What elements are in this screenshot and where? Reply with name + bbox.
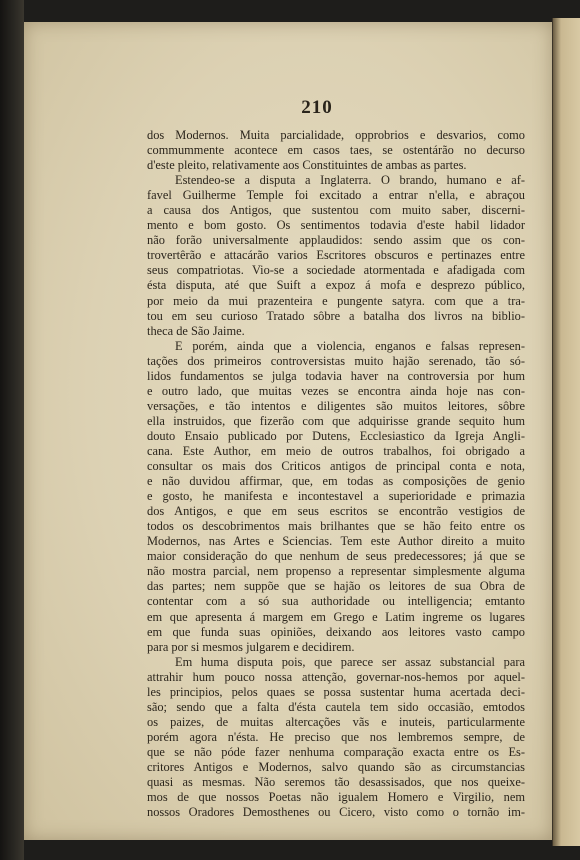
text-line: seus compatriotas. Vio-se a sociedade atormentada e afadigada com — [147, 263, 525, 278]
text-line: d'este pleito, relativamente aos Constituintes de ambas as partes. — [147, 158, 467, 173]
text-line: dos Antigos, e que em seus escritos se encontrão vestigios de — [147, 504, 525, 519]
text-line: les principios, pelos quaes se possa sustentar huma acertada deci- — [147, 684, 525, 699]
text-line: os paizes, de muitas altercações vãs e inuteis, particularmente — [147, 714, 525, 729]
text-line: para por si mesmos julgarem e decidirem. — [147, 639, 355, 654]
text-line: Em huma disputa pois, que parece ser assaz substancial para — [175, 654, 525, 669]
text-line: e outro lado, que muitas vezes se encontra ainda hoje nas con- — [147, 383, 525, 398]
body-text — [147, 128, 525, 820]
text-line: e não duvidou affirmar, que, em todas as composições de genio — [147, 474, 525, 489]
text-line: por meio da mui prazenteira e pungente satyra. com que a tra- — [147, 293, 525, 308]
text-line: mos de que nossos Poetas não igualem Homero e Virgilio, nem — [147, 790, 525, 805]
text-line: trovertêrão e attacárão varios Escritores obscuros e pertinazes entre — [147, 248, 525, 263]
text-line: cana. Este Author, em meio de outros trabalhos, foi obrigado a — [147, 443, 525, 458]
text-line: commummente acontece em casos taes, se ostentárão no decurso — [147, 143, 525, 158]
text-line: consultar os mais dos Criticos antigos de principal conta e nota, — [147, 459, 525, 474]
text-line: Modernos, nas Artes e Sciencias. Tem este Author direito a muito — [147, 534, 525, 549]
text-line: contentar com a só sua authoridade ou intelligencia; emtanto — [147, 594, 525, 609]
text-line: em que apresenta á margem em Grego e Latim ingreme os lugares — [147, 609, 525, 624]
text-line: quasi as mesmas. Não seremos tão desassisados, que nos queixe- — [147, 775, 525, 790]
text-line: todos os descobrimentos mais brilhantes que se hão feito entre os — [147, 519, 525, 534]
text-line: mento e bom gosto. Os sentimentos todavia d'este habil lidador — [147, 218, 525, 233]
text-line: tações dos primeiros controversistas muito hajão serenado, tão só- — [147, 353, 525, 368]
text-line: theca de São Jaime. — [147, 323, 245, 338]
text-line: maior consideração do que nenhum de seus predecessores; já que se — [147, 549, 525, 564]
text-line: porém agora n'ésta. He preciso que nos lembremos sempre, de — [147, 729, 525, 744]
text-line: favel Guilherme Temple foi excitado a entrar n'ella, e abraçou — [147, 188, 525, 203]
text-line: E porém, ainda que a violencia, enganos e falsas represen- — [175, 338, 525, 353]
text-line: critores Antigos e Modernos, salvo quando são as circumstancias — [147, 759, 525, 774]
text-line: que se não póde fazer nenhuma comparação exacta entre os Es- — [147, 744, 525, 759]
text-line: não mostra parcial, nem propenso a representar simplesmente alguma — [147, 564, 525, 579]
text-line: são; sendo que a falta d'ésta cautela tem sido occasião, emtodos — [147, 699, 525, 714]
text-line: versações, e tão intentos e diligentes são muitos leitores, sôbre — [147, 398, 525, 413]
text-line: das partes; nem suppõe que se hajão os leitores de sua Obra de — [147, 579, 525, 594]
text-line: lidos fundamentos se julga todavia haver na controversia por hum — [147, 368, 525, 383]
text-line: ésta disputa, até que Suift a expoz á mofa e desprezo público, — [147, 278, 525, 293]
page-number: 210 — [301, 97, 333, 118]
text-line: attrahir hum pouco nossa attenção, governar-nos-hemos por aquel- — [147, 669, 525, 684]
text-line: dos Modernos. Muita parcialidade, opprobrios e desvarios, como — [147, 128, 525, 142]
text-line: não forão universalmente applaudidos: sendo assim que os con- — [147, 233, 525, 248]
text-line: em que funda suas opiniões, deixando aos leitores vasto campo — [147, 624, 525, 639]
text-line: ella instruidos, que fizerão com que adquirisse grande sequito hum — [147, 413, 525, 428]
text-line: douto Ensaio publicado por Dutens, Ecclesiastico da Igreja Angli- — [147, 428, 525, 443]
next-page-edge — [552, 18, 580, 846]
text-line: Estendeo-se a disputa a Inglaterra. O brando, humano e af- — [175, 173, 525, 188]
text-line: e gosto, he manifesta e incontestavel a superioridade e primazia — [147, 489, 525, 504]
facing-page-edge — [0, 0, 24, 860]
text-line: a causa dos Antigos, que sustentou com muito saber, discerni- — [147, 203, 525, 218]
text-line: tou em seu curioso Tratado sôbre a batalha dos livros na biblio- — [147, 308, 525, 323]
text-line: nossos Oradores Demosthenes ou Cicero, visto como o tornão im- — [147, 805, 525, 820]
